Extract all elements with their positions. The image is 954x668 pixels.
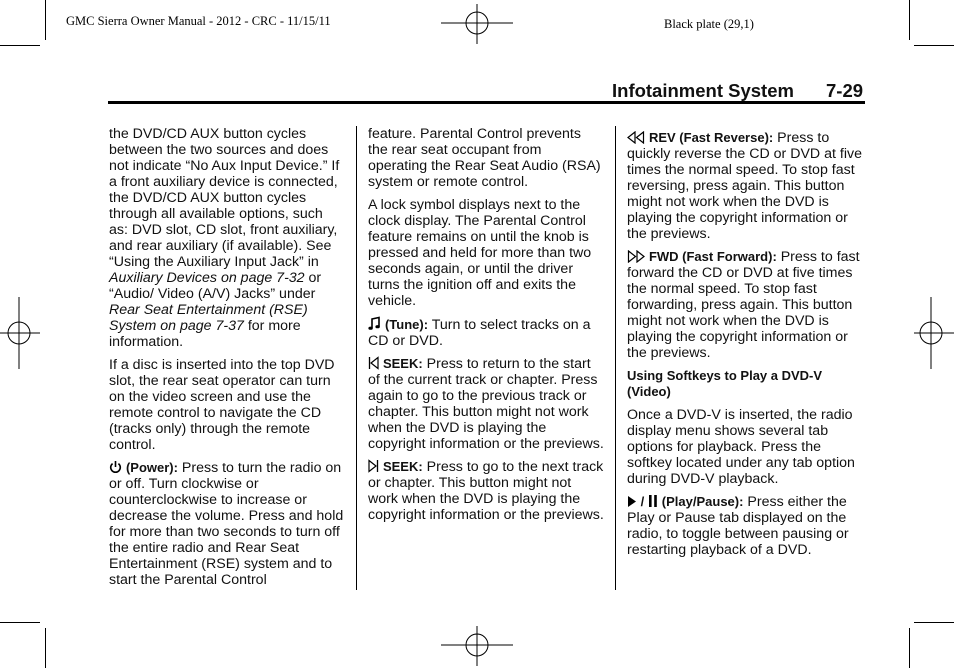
column-divider — [356, 126, 357, 590]
cross-reference[interactable]: Auxiliary Devices on page 7-32 — [109, 270, 305, 286]
crop-mark — [45, 628, 46, 668]
paragraph: If a disc is inserted into the top DVD slot, the rear seat operator can turn on the video screen and use the remote control to navigate the CD (tracks only) through the remote control. — [109, 357, 335, 453]
paragraph: the DVD/CD AUX button cycles between the two sources and does not indicate “No Aux Input Device.” If a front auxiliary device is connected, the DVD/CD AUX button cycles through all available options, such as: DVD slot, CD slot, front auxiliary, and rear auxiliary (if available). See “Using the Auxiliary Input Jack” in Auxiliary Devices on page 7-32 or “Audio/ Video (A/V) Jacks” under Rear Seat Entertainment (RSE) System on page 7-37 for more information. — [109, 126, 340, 350]
slug-left: GMC Sierra Owner Manual - 2012 - CRC - 11/15/11 — [66, 14, 331, 28]
play-pause-label: (Play/Pause): — [661, 494, 744, 509]
paragraph: Once a DVD-V is inserted, the radio display menu shows several tab options for playback. Press the softkey located under any tab option during DVD-V playback. — [627, 407, 855, 487]
pause-icon — [648, 494, 658, 510]
tune-label: (Tune): — [384, 317, 429, 332]
fast-forward-icon — [627, 249, 645, 265]
crop-mark — [45, 0, 46, 40]
crop-mark — [909, 628, 910, 668]
registration-mark-bottom — [441, 626, 513, 666]
power-label: (Power): — [125, 460, 178, 475]
seek-back-icon — [368, 356, 379, 372]
registration-mark-right — [914, 297, 954, 369]
section-subheading: Using Softkeys to Play a DVD-V (Video) — [627, 368, 823, 399]
running-header-page: 7-29 — [826, 80, 864, 101]
seek-back-label: SEEK: — [382, 356, 423, 371]
column-2 — [368, 126, 604, 530]
seek-forward-icon — [368, 459, 379, 475]
seek-forward-label: SEEK: — [382, 459, 423, 474]
crop-mark — [0, 622, 40, 623]
crop-mark — [0, 45, 40, 46]
column-divider — [615, 126, 616, 590]
fast-reverse-label: REV (Fast Reverse): — [648, 130, 774, 145]
paragraph: (Power): Press to turn the radio on or off. Turn clockwise or counterclockwise to increase or decrease the volume. Press and hold for more than two seconds to turn off the entire radio and Rear Seat Entertainment (RSE) system and to start the Parental Control — [109, 460, 344, 588]
music-note-icon — [368, 317, 381, 333]
header-rule — [108, 101, 865, 104]
fast-forward-label: FWD (Fast Forward): — [648, 249, 777, 264]
paragraph: SEEK: Press to go to the next track or chapter. This button might not work when the DVD is playing the copyright information or the previews. — [368, 459, 604, 523]
crop-mark — [914, 45, 954, 46]
paragraph: (Tune): Turn to select tracks on a CD or DVD. — [368, 317, 591, 349]
paragraph: SEEK: Press to return to the start of the current track or chapter. Press again to go to the previous track or chapter. This button might not work when the DVD is playing the copyright information or the previews. — [368, 356, 604, 452]
registration-mark-top — [441, 4, 513, 44]
registration-mark-left — [0, 297, 40, 369]
paragraph: FWD (Fast Forward): Press to fast forward the CD or DVD at five times the normal speed. To stop fast forwarding, press again. This button might not work when the DVD is playing the copyright information or the previews. — [627, 249, 860, 361]
crop-mark — [909, 0, 910, 40]
fast-reverse-icon — [627, 130, 645, 146]
column-1 — [109, 126, 345, 595]
paragraph: A lock symbol displays next to the clock display. The Parental Control feature remains on until the knob is pressed and held for more than two seconds again, or until the driver turns the ignition off and exits the vehicle. — [368, 197, 592, 309]
paragraph: feature. Parental Control prevents the rear seat occupant from operating the Rear Seat Audio (RSA) system or remote control. — [368, 126, 601, 190]
cross-reference[interactable]: Rear Seat Entertainment (RSE) System on page 7-37 — [109, 302, 308, 334]
paragraph: REV (Fast Reverse): Press to quickly reverse the CD or DVD at five times the normal speed. To stop fast reversing, press again. This button might not work when the DVD is playing the copyright information or the previews. — [627, 130, 862, 242]
slug-right: Black plate (29,1) — [664, 17, 754, 31]
power-icon — [109, 460, 122, 476]
play-icon — [627, 494, 637, 510]
paragraph: / (Play/Pause): Press either the Play or Pause tab displayed on the radio, to toggle between pausing or restarting playback of a DVD. — [627, 494, 849, 558]
crop-mark — [914, 622, 954, 623]
column-3 — [627, 130, 867, 565]
running-header-title: Infotainment System — [612, 80, 794, 101]
